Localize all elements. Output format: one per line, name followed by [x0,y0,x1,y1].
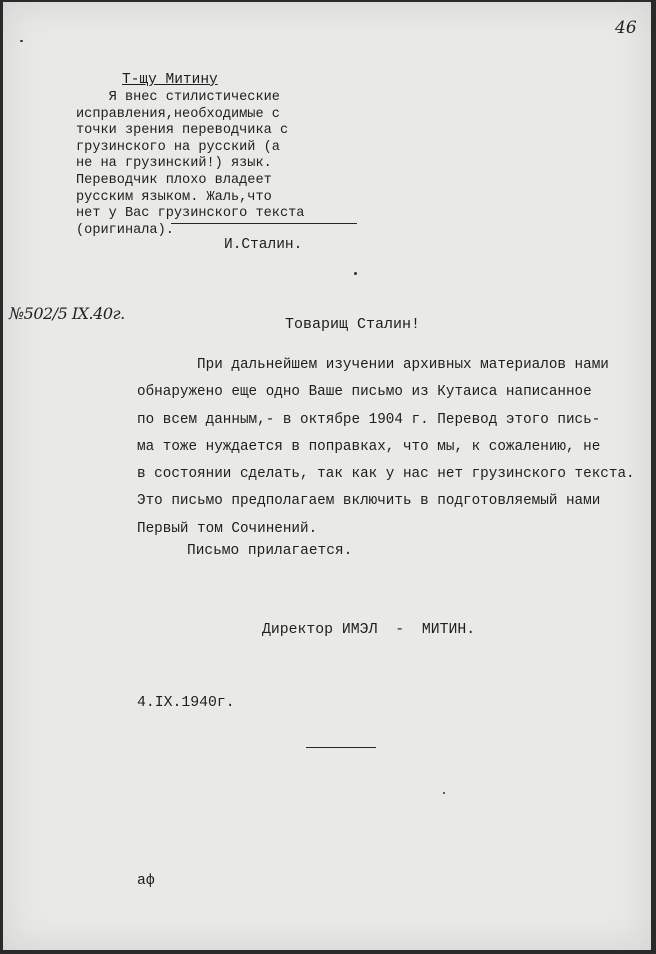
letter-body [137,352,635,543]
document-page [3,2,651,950]
page-number: 46 [615,18,637,38]
letter-line: в состоянии сделать, так как у нас нет грузинского текста. [137,466,635,483]
letter-line: Первый том Сочинений. [137,520,318,537]
note-line: русским языком. Жаль,что [76,189,272,205]
letter-line: ма тоже нуждается в поправках, что мы, к сожалению, не [137,438,601,455]
letter-salutation: Товарищ Сталин! [285,316,421,333]
typist-initials: аф [137,873,155,889]
letter-date: 4.IX.1940г. [137,695,235,711]
paper-speck [354,272,357,275]
note-line: исправления,необходимые с [76,106,280,122]
note-line: нет у Вас грузинского текста [76,206,305,222]
letter-line: Это письмо предполагаем включить в подготовляемый нами [137,493,601,510]
letter-line: по всем данным,- в октябре 1904 г. Перевод этого пись- [137,411,601,428]
paper-speck [20,40,23,42]
note-line: Переводчик плохо владеет [76,172,272,188]
handwritten-note-body [76,90,304,239]
note-signature: И.Сталин. [224,237,303,253]
attachment-note: Письмо прилагается. [187,543,353,559]
registration-mark: №502/5 IX.40г. [9,304,125,323]
letter-line: При дальнейшем изучении архивных материалов нами [137,357,609,373]
closing-divider [306,747,376,748]
note-line: Я внес стилистические [76,90,280,105]
letter-line: обнаружено еще одно Ваше письмо из Кутаиса написанное [137,384,592,401]
letter-signature: Директор ИМЭЛ - МИТИН. [262,622,476,638]
note-addressee: Т-щу Митину [122,72,218,88]
note-line: не на грузинский!) язык. [76,156,272,172]
note-divider [171,223,357,224]
note-line: точки зрения переводчика с [76,123,289,139]
note-line: грузинского на русский (а [76,139,280,155]
paper-speck [443,792,445,794]
note-line: (оригинала). [76,222,174,238]
